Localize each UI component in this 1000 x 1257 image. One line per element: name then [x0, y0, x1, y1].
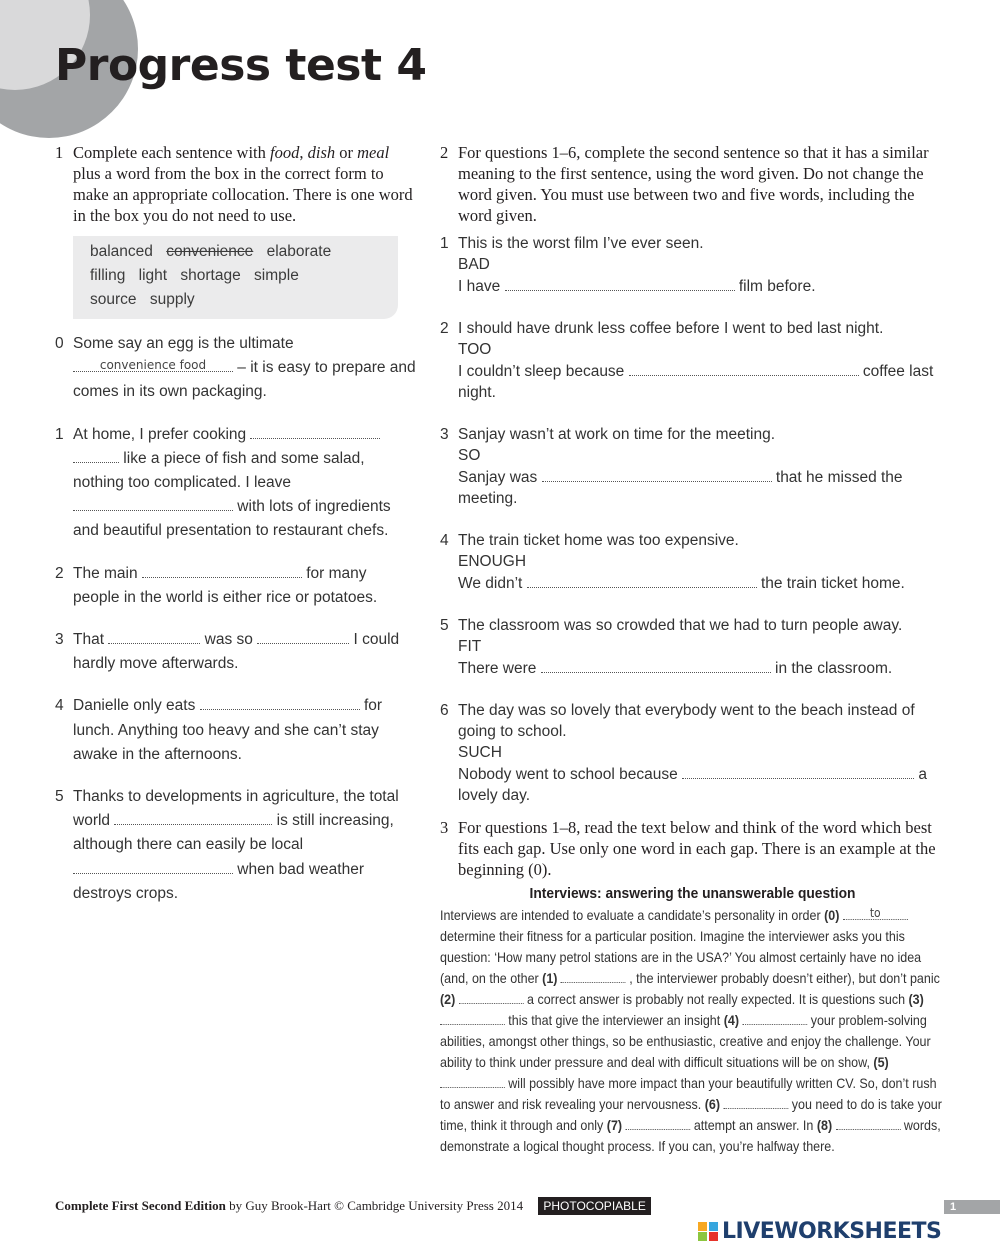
word-box-item: simple — [254, 267, 299, 284]
question-number: 4 — [55, 697, 64, 715]
text-segment: words, demonstrate a logical thought process. If you can, you’re halfway there. — [440, 1117, 941, 1154]
question-text: for lunch. Anything too heavy and she can’t stay awake in the afternoons. — [73, 697, 383, 763]
gap-label: (8) — [816, 1117, 833, 1133]
first-sentence: The train ticket home was too expensive. — [458, 532, 739, 549]
key-word: SO — [458, 447, 481, 464]
answer-gap[interactable] — [108, 628, 200, 644]
instruction-text: , — [299, 143, 308, 162]
word-box-item-used: convenience — [166, 243, 254, 260]
question-number: 6 — [440, 702, 449, 719]
question-number: 3 — [440, 426, 449, 443]
question-text: Thanks to developments in agriculture, the total world — [73, 788, 399, 830]
gap-label: (1) — [542, 970, 558, 986]
book-title: Complete First Second Edition — [55, 1198, 226, 1213]
text-segment: your problem-solving abilities, amongst other things, so be enthusiastic, creative and enjoy the challenge. Your ability to think under pressure and deal with difficult situations will be on show, — [440, 1012, 931, 1070]
answer-gap[interactable] — [742, 1010, 807, 1025]
word-box-item: shortage — [180, 267, 241, 284]
question-item — [55, 332, 417, 405]
question-text: I could hardly move afterwards. — [73, 631, 400, 673]
second-sentence-end: coffee last night. — [458, 363, 934, 401]
word-box-item: light — [138, 267, 168, 284]
question-number: 3 — [55, 631, 64, 649]
question-number: 2 — [440, 320, 449, 337]
gap-label: (0) — [824, 907, 840, 923]
question-text: The main — [73, 564, 142, 582]
text-segment: a correct answer is probably not really expected. It is questions such — [523, 991, 909, 1007]
text-segment: determine their fitness for a particular position. Imagine the interviewer asks you this question: ‘How many petrol stations are in the USA?’ You almost certainly have no idea (and, on the other — [440, 928, 922, 986]
question-item — [55, 694, 417, 767]
first-sentence: The day was so lovely that everybody went to the beach instead of going to school. — [458, 702, 915, 740]
copyright-text: by Guy Brook-Hart © Cambridge University Press 2014 — [225, 1198, 524, 1213]
answer-gap[interactable] — [440, 1010, 505, 1025]
second-sentence-start: I couldn’t sleep because — [458, 363, 629, 380]
answer-gap[interactable] — [629, 360, 859, 376]
gap-label: (6) — [704, 1096, 721, 1112]
question-text: Danielle only eats — [73, 697, 200, 715]
answer-gap[interactable] — [257, 628, 349, 644]
second-sentence-start: I have — [458, 278, 505, 295]
key-word: BAD — [458, 256, 490, 273]
text-segment: will possibly have more impact than your beautifully written CV. So, don’t rush to answer and risk revealing your nervousness. — [440, 1075, 937, 1112]
first-sentence: The classroom was so crowded that we had to turn people away. — [458, 617, 903, 634]
answer-gap[interactable] — [682, 763, 914, 779]
answer-gap[interactable] — [527, 572, 757, 588]
answer-gap[interactable] — [250, 423, 380, 439]
question-text: Some say an egg is the ultimate — [73, 335, 294, 352]
page-title: Progress test 4 — [55, 40, 427, 91]
second-sentence-end: the train ticket home. — [756, 575, 905, 592]
answer-gap[interactable] — [541, 657, 771, 673]
transformation-item — [440, 424, 945, 509]
word-box-item: filling — [90, 267, 126, 284]
gap-label: (4) — [723, 1012, 739, 1028]
first-sentence: This is the worst film I’ve ever seen. — [458, 235, 704, 252]
page-number: 1 — [944, 1200, 1000, 1214]
brand-name: LIVEWORKSHEETS — [722, 1219, 942, 1244]
instruction-text: For questions 1–6, complete the second sentence so that it has a similar meaning to the first sentence, using the word given. Do not change the word given. You must use between two and five words, including the word given. — [458, 143, 929, 225]
word-box-item: elaborate — [266, 243, 332, 260]
example-gap — [843, 905, 908, 920]
answer-gap[interactable] — [724, 1094, 789, 1109]
exercise-3-instruction — [440, 817, 945, 880]
question-number: 1 — [55, 425, 64, 443]
example-answer: to — [869, 906, 881, 920]
question-number: 4 — [440, 532, 449, 549]
second-sentence-end: a lovely day. — [458, 766, 927, 804]
instruction-text: For questions 1–8, read the text below and think of the word which best fits each gap. Use only one word in each gap. There is an example at the beginning (0). — [458, 818, 936, 879]
answer-gap[interactable] — [142, 562, 302, 578]
question-number: 5 — [55, 788, 64, 806]
transformation-item — [440, 615, 945, 679]
question-item — [55, 423, 417, 544]
answer-gap[interactable] — [73, 447, 119, 463]
gap-label: (3) — [908, 991, 924, 1007]
question-number: 0 — [55, 335, 64, 352]
photocopiable-badge: PHOTOCOPIABLE — [538, 1197, 650, 1215]
exercise-number: 1 — [55, 143, 64, 162]
question-item — [55, 562, 417, 610]
text-title: Interviews: answering the unanswerable question — [529, 885, 856, 902]
gap-label: (2) — [440, 991, 456, 1007]
exercise-2-instruction — [440, 142, 945, 226]
question-text: is still increasing, although there can easily be local — [73, 812, 394, 854]
answer-gap[interactable] — [542, 466, 772, 482]
transformation-item — [440, 233, 945, 297]
instruction-word: dish — [307, 143, 336, 162]
gap-label: (7) — [606, 1117, 623, 1133]
word-box-item: source — [90, 291, 137, 308]
key-word: TOO — [458, 341, 492, 358]
transformation-item — [440, 700, 945, 806]
question-text: – it is easy to prepare and comes in its own packaging. — [73, 359, 416, 401]
exercise-3 — [440, 817, 945, 1157]
text-segment: , the interviewer probably doesn’t either), but don’t panic — [625, 970, 940, 986]
text-segment: you need to do is take your time, think it through and only — [440, 1096, 942, 1133]
answer-gap[interactable] — [836, 1115, 901, 1130]
answer-gap[interactable] — [200, 694, 360, 710]
question-item — [55, 628, 417, 676]
text-segment: Interviews are intended to evaluate a candidate’s personality in order — [440, 907, 825, 923]
transformation-item — [440, 318, 945, 403]
question-text: That — [73, 631, 109, 649]
answer-gap[interactable] — [626, 1115, 691, 1130]
footer — [55, 1197, 651, 1215]
question-text: At home, I prefer cooking — [73, 425, 251, 443]
question-text: was so — [200, 631, 258, 649]
exercise-1-instruction — [55, 142, 417, 226]
question-item — [55, 785, 417, 906]
instruction-text: Complete each sentence with — [73, 143, 271, 162]
second-sentence-end: in the classroom. — [770, 660, 893, 677]
exercise-1 — [55, 142, 417, 906]
instruction-word: food — [270, 143, 300, 162]
answer-gap[interactable] — [505, 275, 735, 291]
question-text: when bad weather destroys crops. — [73, 860, 364, 902]
key-word: FIT — [458, 638, 482, 655]
question-number: 1 — [440, 235, 449, 252]
question-number: 2 — [55, 564, 64, 582]
answer-gap[interactable] — [73, 858, 233, 874]
word-box-item: supply — [149, 291, 195, 308]
text-segment: attempt an answer. In — [690, 1117, 817, 1133]
second-sentence-end: that he missed the meeting. — [458, 469, 903, 507]
transformation-item — [440, 530, 945, 594]
word-box-item: balanced — [90, 243, 153, 260]
example-answer: convenience food — [99, 358, 207, 373]
answer-gap[interactable] — [440, 1073, 505, 1088]
answer-gap[interactable] — [73, 495, 233, 511]
second-sentence-start: Sanjay was — [458, 469, 542, 486]
second-sentence-end: film before. — [734, 278, 816, 295]
first-sentence: I should have drunk less coffee before I went to bed last night. — [458, 320, 884, 337]
first-sentence: Sanjay wasn’t at work on time for the meeting. — [458, 426, 776, 443]
liveworksheets-logo-icon — [698, 1222, 718, 1242]
key-word: SUCH — [458, 744, 502, 761]
answer-gap[interactable] — [114, 809, 272, 825]
gap-label: (5) — [873, 1054, 889, 1070]
second-sentence-start: There were — [458, 660, 541, 677]
exercise-number: 3 — [440, 818, 449, 837]
text-segment: this that give the interviewer an insight — [504, 1012, 724, 1028]
gapped-text — [440, 905, 944, 1157]
answer-gap[interactable] — [73, 356, 233, 372]
exercise-2 — [440, 142, 945, 806]
instruction-word: meal — [357, 143, 390, 162]
instruction-text: or — [335, 143, 353, 162]
word-box — [73, 236, 398, 319]
second-sentence-start: We didn’t — [458, 575, 527, 592]
question-number: 5 — [440, 617, 449, 634]
key-word: ENOUGH — [458, 553, 527, 570]
second-sentence-start: Nobody went to school because — [458, 766, 683, 783]
instruction-text: plus a word from the box in the correct form to make an appropriate collocation. There is one word in the box you do not need to use. — [73, 164, 413, 225]
answer-gap[interactable] — [459, 989, 524, 1004]
answer-gap[interactable] — [561, 968, 626, 983]
question-text: with lots of ingredients and beautiful presentation to restaurant chefs. — [73, 498, 391, 540]
exercise-number: 2 — [440, 143, 449, 162]
liveworksheets-brand — [698, 1219, 941, 1244]
question-text: for many people in the world is either rice or potatoes. — [73, 564, 378, 606]
question-text: like a piece of fish and some salad, nothing too complicated. I leave — [73, 449, 365, 492]
